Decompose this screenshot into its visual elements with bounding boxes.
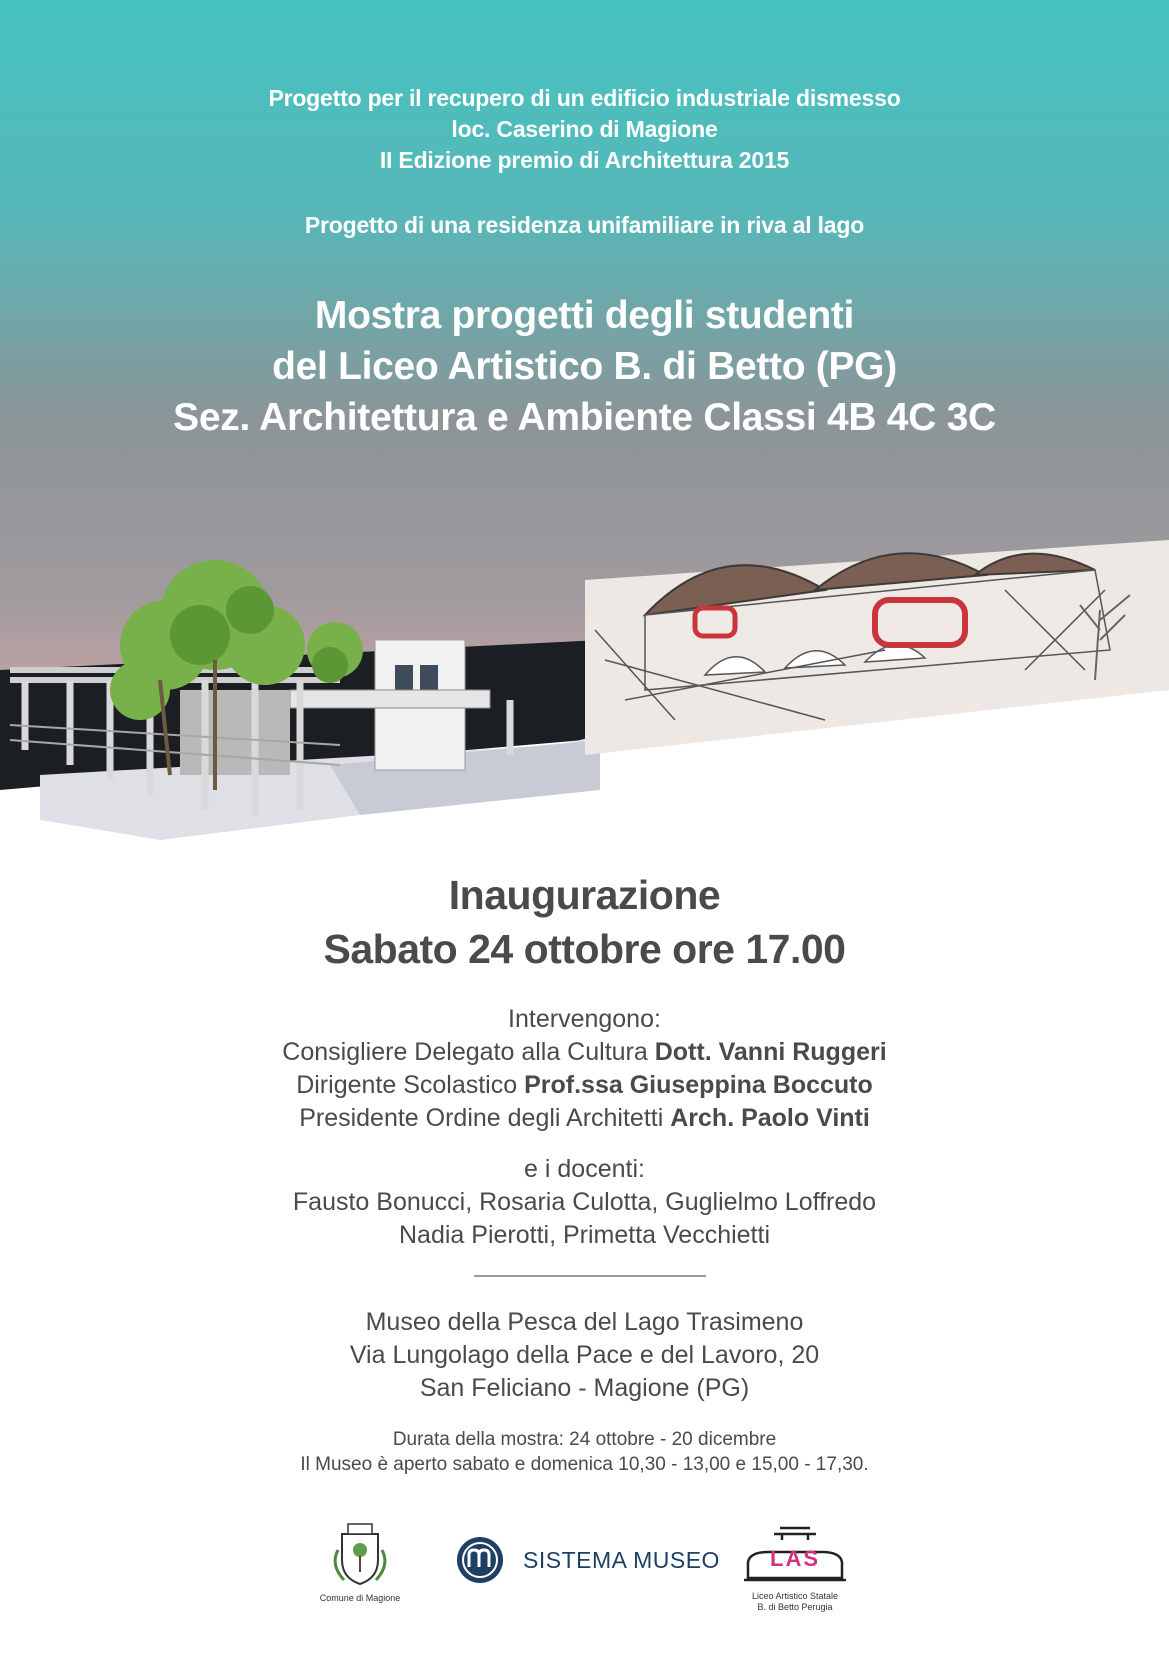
speaker-row (0, 1102, 1169, 1135)
speaker-role: Dirigente Scolastico (296, 1071, 518, 1099)
speakers-intro: Intervengono: (508, 1005, 661, 1033)
title-line-3: Sez. Architettura e Ambiente Classi 4B 4C 3C (173, 396, 996, 439)
house-rendering (0, 540, 600, 870)
speaker-name: Arch. Paolo Vinti (670, 1104, 870, 1132)
divider (474, 1275, 706, 1277)
speaker-name: Dott. Vanni Ruggeri (654, 1038, 887, 1066)
las-caption-2: B. di Betto Perugia (757, 1602, 833, 1612)
venue-city: San Feliciano - Magione (PG) (419, 1374, 750, 1402)
speaker-row (0, 1036, 1169, 1069)
title-line-1: Mostra progetti degli studenti (314, 294, 855, 337)
speaker-row (0, 1069, 1169, 1102)
project-line-4: Progetto di una residenza unifamiliare in riva al lago (304, 212, 865, 238)
industrial-hall-rendering (585, 540, 1169, 770)
venue-address: Via Lungolago della Pace e del Lavoro, 20 (349, 1341, 820, 1369)
las-caption-1: Liceo Artistico Statale (751, 1591, 839, 1601)
title-line-2: del Liceo Artistico B. di Betto (PG) (272, 345, 897, 388)
project-line-1: Progetto per il recupero di un edificio industriale dismesso (268, 85, 901, 111)
exhibition-duration: Durata della mostra: 24 ottobre - 20 dicembre (392, 1429, 777, 1450)
speaker-role: Consigliere Delegato alla Cultura (282, 1038, 648, 1066)
las-logo (740, 1522, 850, 1613)
teachers-line-1: Fausto Bonucci, Rosaria Culotta, Guglielmo Loffredo (292, 1188, 877, 1216)
teachers-intro: e i docenti: (524, 1155, 645, 1183)
project-line-2: loc. Caserino di Magione (451, 116, 718, 142)
coat-of-arms-icon (310, 1520, 410, 1588)
las-mark: LAS (770, 1546, 820, 1571)
teachers-line-2: Nadia Pierotti, Primetta Vecchietti (399, 1221, 770, 1249)
speaker-role: Presidente Ordine degli Architetti (299, 1104, 664, 1132)
sistema-museo-icon (455, 1535, 505, 1585)
comune-caption: Comune di Magione (319, 1593, 401, 1603)
speaker-name: Prof.ssa Giuseppina Boccuto (524, 1071, 873, 1099)
event-date: Sabato 24 ottobre ore 17.00 (323, 926, 846, 972)
sistema-museo-logo (455, 1535, 720, 1585)
comune-logo (310, 1520, 410, 1604)
museum-hours: Il Museo è aperto sabato e domenica 10,30 - 13,00 e 15,00 - 17,30. (300, 1454, 869, 1475)
venue-name: Museo della Pesca del Lago Trasimeno (365, 1308, 804, 1336)
event-heading: Inaugurazione (448, 872, 721, 918)
project-line-3: II Edizione premio di Architettura 2015 (379, 147, 790, 173)
sistema-museo-text: SISTEMA MUSEO (523, 1547, 720, 1573)
